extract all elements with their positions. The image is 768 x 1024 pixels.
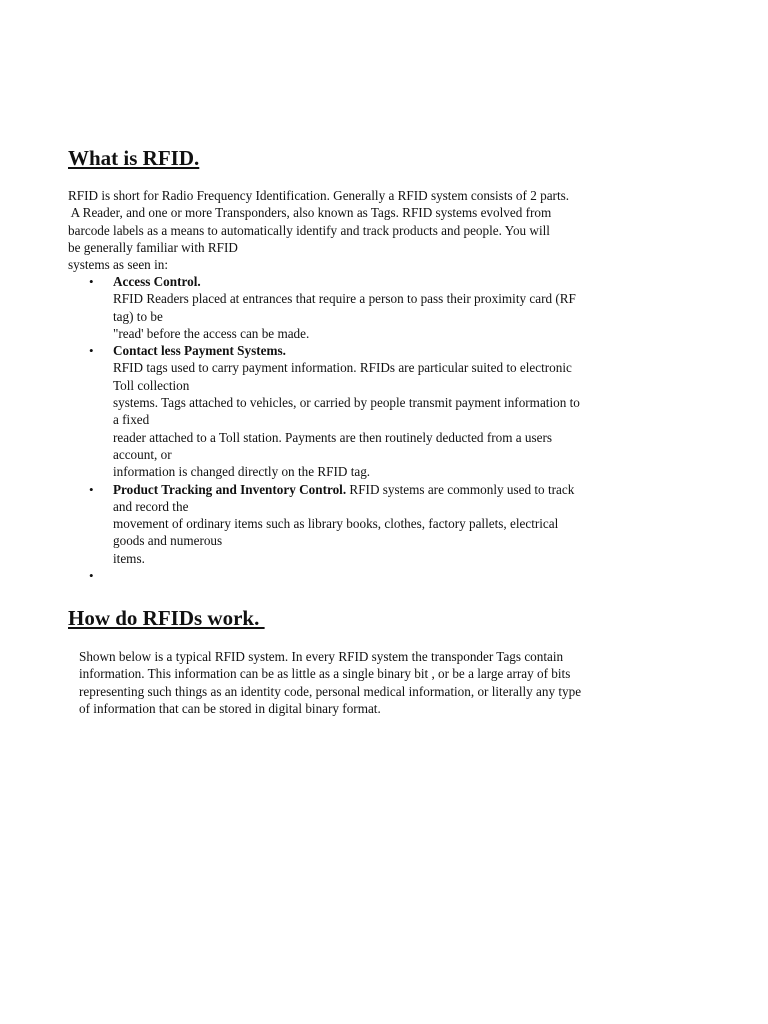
intro-line: be generally familiar with RFID [68, 239, 238, 255]
item-line: tag) to be [113, 308, 163, 324]
bullet: • [89, 343, 94, 359]
item-line: movement of ordinary items such as library books, clothes, factory pallets, electrical [113, 516, 559, 532]
list-item-access-control [68, 273, 580, 342]
bullet: • [89, 274, 94, 289]
body-line: Shown below is a typical RFID system. In every RFID system the transponder Tags contain [79, 649, 564, 664]
item-line: account, or [113, 446, 172, 462]
item-line: "read' before the access can be made. [113, 325, 310, 341]
item-line: information is changed directly on the RFID tag. [113, 464, 371, 480]
intro-line: systems as seen in: [68, 257, 168, 273]
intro-line: barcode labels as a means to automatically identify and track products and people. You will [68, 222, 550, 238]
intro-paragraph [68, 187, 569, 273]
list-item-empty [68, 567, 580, 584]
bullet: • [89, 481, 94, 497]
rfid-uses-list [68, 273, 580, 584]
item-inline-text: RFID systems are commonly used to track [346, 481, 575, 497]
body-line: of information that can be stored in digital binary format. [79, 700, 381, 716]
item-line: goods and numerous [113, 533, 223, 549]
item-line: reader attached to a Toll station. Payments are then routinely deducted from a users [113, 429, 552, 445]
body-line: information. This information can be as little as a single binary bit , or be a large array of bits [79, 666, 571, 682]
item-line: RFID Readers placed at entrances that require a person to pass their proximity card (RF [113, 291, 576, 307]
item-line [113, 567, 580, 584]
list-item-payment-systems [68, 342, 580, 480]
bullet: • [89, 568, 94, 584]
item-line: items. [113, 550, 145, 566]
intro-line: RFID is short for Radio Frequency Identification. Generally a RFID system consists of 2 parts. [68, 188, 570, 203]
heading-how-do-rfids-work: How do RFIDs work. [68, 606, 265, 630]
item-title: Contact less Payment Systems. [113, 343, 286, 359]
item-line: systems. Tags attached to vehicles, or carried by people transmit payment information to [113, 395, 580, 411]
item-line: Toll collection [113, 377, 190, 393]
heading-what-is-rfid: What is RFID. [68, 146, 200, 170]
how-it-works-paragraph [79, 648, 581, 717]
body-line: representing such things as an identity code, personal medical information, or literally any type [79, 683, 582, 699]
item-title: Product Tracking and Inventory Control. [113, 481, 347, 497]
item-line: RFID tags used to carry payment information. RFIDs are particular suited to electronic [113, 360, 572, 376]
item-title: Access Control. [113, 274, 201, 289]
intro-line: A Reader, and one or more Transponders, also known as Tags. RFID systems evolved from [68, 205, 552, 221]
item-line: and record the [113, 498, 189, 514]
list-item-product-tracking [68, 481, 580, 567]
item-line: a fixed [113, 412, 150, 428]
